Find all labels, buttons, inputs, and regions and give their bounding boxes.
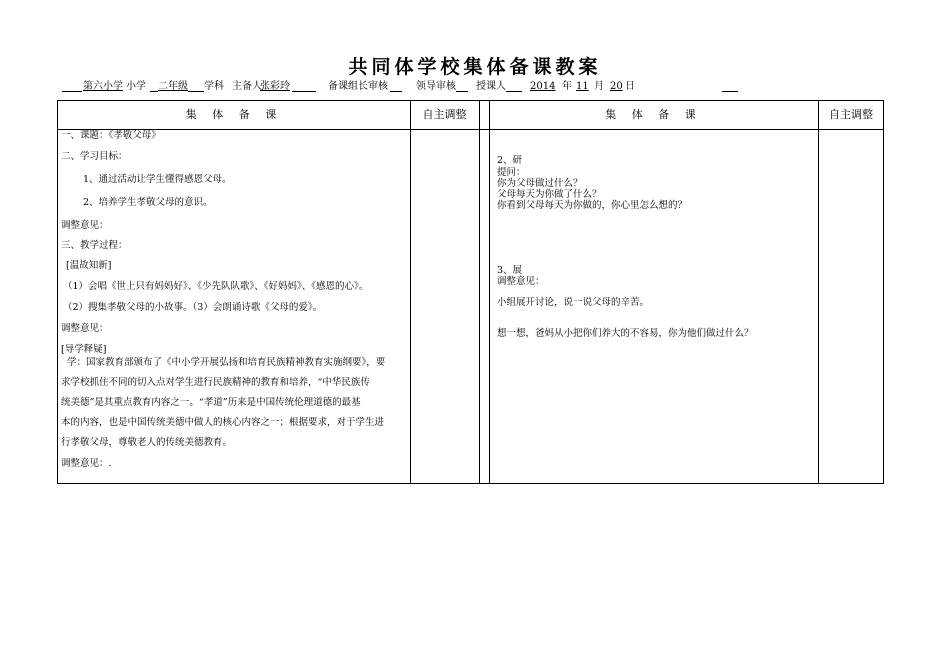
month-value: 11 [576,81,589,92]
adjust-note: 调整意见： [497,276,545,287]
guide-paragraph-line: 统美德”是其重点教育内容之一。“孝道”历来是中国传统伦理道德的最基 [61,397,361,408]
lesson-topic: 一、课题：《孝敬父母》 [61,130,161,141]
question-label: 提问： [497,167,526,178]
guide-paragraph-line: 学：国家教育部颁布了《中小学开展弘扬和培育民族精神教育实施纲要》，要 [67,357,386,368]
step-research: 2、研 [497,155,523,166]
column-divider [818,101,819,483]
header-collective-right: 集 体 备 课 [605,108,702,121]
guide-paragraph-line: 本的内容，也是中国传统美德中做人的核心内容之一；根据要求，对于学生进 [61,417,385,428]
header-info-line [58,81,888,95]
header-self-adjust-right: 自主调整 [829,108,873,121]
review-item-2: （2）搜集孝敬父母的小故事。（3）会朗诵诗歌《父母的爱》。 [63,302,323,313]
review-item-1: （1）会唱《世上只有妈妈好》、《少先队队歌》、《好妈妈》、《感恩的心》。 [63,281,369,292]
blank-line [150,81,158,92]
blank-line [62,81,82,92]
question-2: 父母每天为你做了什么？ [497,189,602,200]
objective-1: 1、通过活动让学生懂得感恩父母。 [83,174,232,185]
blank-line [292,81,316,92]
adjust-note: 调整意见： [61,220,109,231]
objective-2: 2、培养学生孝敬父母的意识。 [83,197,213,208]
grade-value: 二年级 [158,81,188,92]
left-content [61,130,407,469]
blank-line [188,81,204,92]
objectives-heading: 二、学习目标： [61,151,128,162]
lesson-plan-table [57,100,884,484]
subject-label: 学科 [204,81,224,92]
question-3: 你看到父母每天为你做的，你心里怎么想的？ [497,200,688,211]
teacher-label: 授课人 [476,81,506,92]
right-content [497,155,815,339]
reflection-question: 想一想，爸妈从小把你们养大的不容易，你为他们做过什么？ [497,328,754,339]
school-suffix: 小学 [126,81,146,92]
step-show: 3、展 [497,265,523,276]
day-label: 日 [625,81,635,92]
preparer-name: 张彩玲 [260,81,290,92]
column-divider [479,101,480,483]
school-name: 第六小学 [83,81,123,92]
header-collective-left: 集 体 备 课 [185,108,283,121]
guide-section-label: [导学释疑] [61,344,107,355]
blank-line [390,81,402,92]
guide-paragraph-line: 行孝敬父母，尊敬老人的传统美德教育。 [61,437,233,448]
blank-line [456,81,468,92]
question-1: 你为父母做过什么？ [497,178,583,189]
adjust-note: 调整意见： [61,323,109,334]
column-divider [489,101,490,483]
preparer-label: 主备人 [232,81,262,92]
group-review-label: 备课组长审核 [328,81,388,92]
process-heading: 三、教学过程： [61,240,128,251]
blank-line [506,81,522,92]
review-section-label: [温故知新] [66,260,112,271]
month-label: 月 [594,81,604,92]
day-value: 20 [610,81,623,92]
leader-review-label: 领导审核 [416,81,456,92]
guide-paragraph-line: 求学校抓住不同的切入点对学生进行民族精神的教育和培养，“中华民族传 [61,377,370,388]
discussion-task: 小组展开讨论，说一说父母的辛苦。 [497,297,650,308]
column-divider [410,101,411,483]
page-title: 共同体学校集体备课教案 [348,56,602,78]
header-self-adjust-left: 自主调整 [422,108,467,121]
adjust-note: 调整意见：. [61,458,112,469]
year-value: 2014 [530,81,556,92]
blank-line [722,81,738,92]
year-label: 年 [562,81,572,92]
